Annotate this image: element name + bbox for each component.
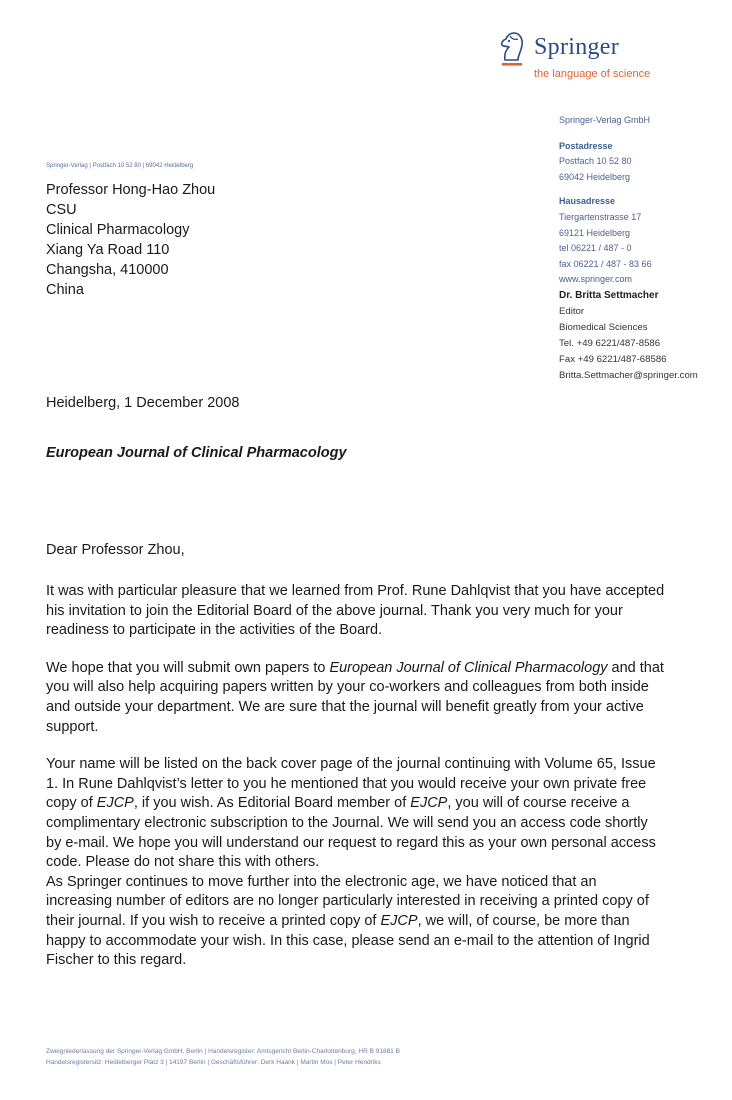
journal-abbrev: EJCP: [380, 912, 418, 929]
paragraph-text: and that you will also help acquiring papers written by your co-workers and colleagues from both inside and outside your department. We are sure that the journal will benefit greatly from your active support.: [46, 659, 664, 735]
paragraph-text: It was with particular pleasure that we learned from Prof. Rune Dahlqvist that you have accepted his invitation to join the Editorial Board of the above journal. Thank you very much for your readiness to participate in the activities of the Board.: [46, 583, 665, 639]
editor-email[interactable]: Britta.Settmacher@springer.com: [559, 369, 698, 381]
recipient-line: Changsha, 410000: [46, 262, 169, 278]
recipient-address: [46, 180, 215, 300]
knight-horse-icon: [496, 30, 528, 70]
journal-title: European Journal of Clinical Pharmacology: [46, 445, 347, 461]
editor-fax: Fax +49 6221/487-68586: [559, 353, 667, 365]
letter-body: [46, 582, 666, 971]
journal-abbrev: EJCP: [96, 795, 134, 812]
house-tel: tel 06221 / 487 - 0: [559, 243, 632, 254]
website-link[interactable]: www.springer.com: [559, 274, 633, 285]
paragraph: [46, 873, 666, 971]
letter-date: Heidelberg, 1 December 2008: [46, 395, 240, 411]
editor-department: Biomedical Sciences: [559, 321, 648, 333]
editor-role: Editor: [559, 305, 585, 317]
paragraph-text: We hope that you will submit own papers to: [46, 659, 330, 676]
brand-tagline: the language of science: [534, 68, 651, 80]
postal-line: 69042 Heidelberg: [559, 171, 631, 182]
legal-footer: [46, 1046, 400, 1068]
recipient-name: Professor Hong-Hao Zhou: [46, 182, 216, 198]
brand-name: Springer: [534, 34, 620, 60]
springer-logo: [496, 30, 696, 80]
paragraph-text: , you will of course receive a complimentary electronic subscription to the Journal. We will send you an access code shortly by e-mail. We hope you will understand our request to regard this as your own personal access code. Please do not share this with others.: [46, 795, 656, 871]
paragraph-text: , if you wish. As Editorial Board member of: [133, 795, 411, 812]
salutation: Dear Professor Zhou,: [46, 542, 185, 558]
paragraph: [46, 755, 666, 873]
journal-reference: European Journal of Clinical Pharmacology: [329, 659, 608, 676]
journal-abbrev: EJCP: [410, 795, 448, 812]
paragraph-text: , we will, of course, be more than happy to accommodate your wish. In this case, please send an e-mail to the attention of Ingrid Fischer to this regard.: [46, 912, 650, 969]
recipient-line: Xiang Ya Road 110: [46, 242, 170, 258]
house-heading: Hausadresse: [559, 196, 616, 207]
postal-line: Postfach 10 52 80: [559, 156, 632, 167]
recipient-line: CSU: [46, 202, 77, 218]
house-line: 69121 Heidelberg: [559, 227, 631, 238]
paragraph: [46, 659, 666, 737]
house-fax: fax 06221 / 487 - 83 66: [559, 258, 652, 269]
postal-heading: Postadresse: [559, 140, 613, 151]
sender-info-column: [559, 113, 729, 384]
company-name: Springer-Verlag GmbH: [559, 115, 651, 125]
house-line: Tiergartenstrasse 17: [559, 211, 642, 222]
paragraph-text: Your name will be listed on the back cover page of the journal continuing with Volume 65, Issue 1. In Rune Dahlqvist’s letter to you he mentioned that you would receive your own private free copy of: [46, 756, 656, 812]
editor-telephone: Tel. +49 6221/487-8586: [559, 337, 661, 349]
footer-line: Zweigniederlassung der Springer-Verlag GmbH, Berlin | Handelsregister: Amtsgericht Berlin-Charlottenburg, HR B 91881 B: [46, 1048, 400, 1055]
sender-return-line: Springer-Verlag | Postfach 10 52 80 | 69042 Heidelberg: [46, 163, 194, 169]
paragraph: [46, 582, 666, 641]
editor-name: Dr. Britta Settmacher: [559, 289, 659, 301]
recipient-line: China: [46, 282, 84, 298]
paragraph-text: As Springer continues to move further into the electronic age, we have noticed that an increasing number of editors are no longer particularly interested in receiving a printed copy of their journal. If you wish to receive a printed copy of: [46, 873, 649, 929]
footer-line: Handelsregistersitz: Heidelberger Platz 3 | 14197 Berlin | Geschäftsführer: Derk Haank | Martin Mos | Peter Hendriks: [46, 1059, 381, 1066]
recipient-line: Clinical Pharmacology: [46, 222, 190, 238]
